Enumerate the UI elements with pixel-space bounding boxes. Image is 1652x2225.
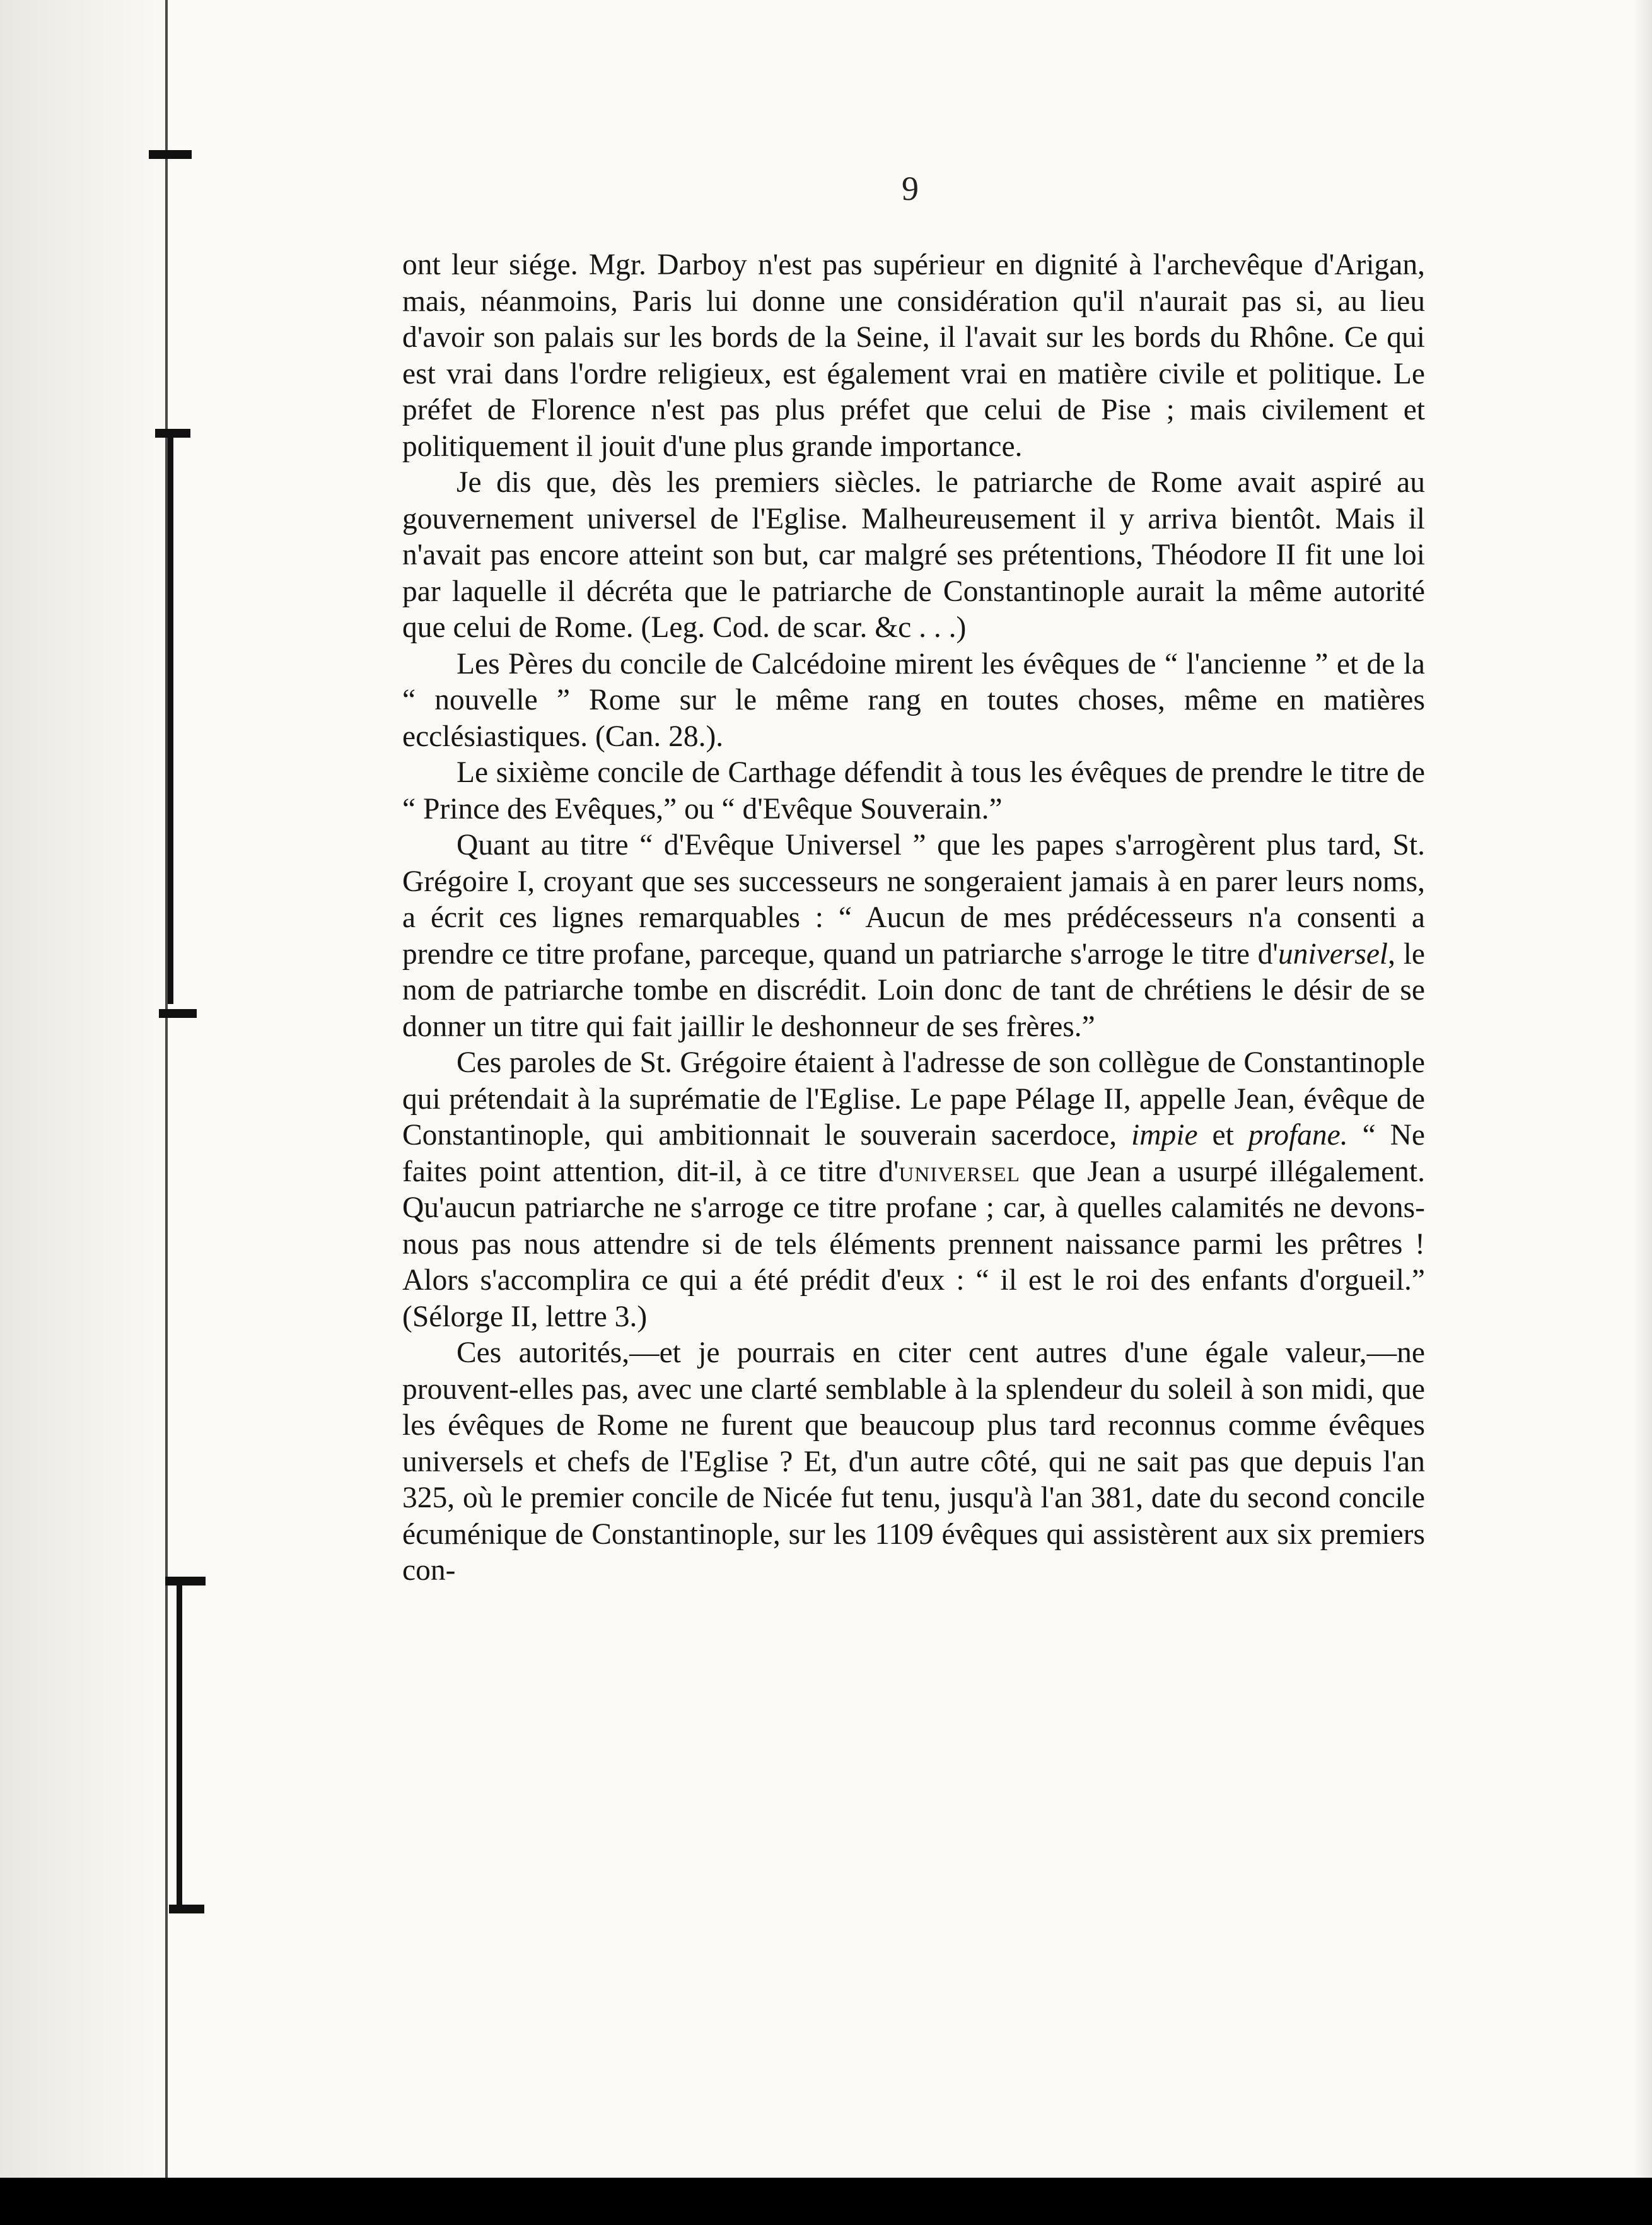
binding-thread	[168, 436, 173, 1004]
emphasis-text: profane.	[1248, 1119, 1348, 1152]
binding-stitch	[165, 1577, 206, 1586]
scan-bottom-border	[0, 2178, 1652, 2225]
paragraph-text: “ Ne faites point attention, dit-il, à ce titre d'	[402, 1119, 1426, 1188]
binding-stitch	[149, 150, 192, 159]
paragraph: Les Pères du concile de Calcédoine mirent les évêques de “ l'ancienne ” et de la “ nouvelle ” Rome sur le même rang en toutes choses, même en matières ecclésiastiques. (Can. 28.).	[402, 647, 1425, 753]
body-text	[402, 247, 1425, 1589]
paragraph-text: Quant au titre “ d'Evêque Universel ” que les papes s'arrogèrent plus tard, St. Grégoire I, croyant que ses successeurs ne songeraient jamais à en parer leurs noms, a écrit ces lignes remarquables : “ Aucun de mes prédécesseurs n'a consenti a prendre ce titre profane, parceque, quand un patriarche s'arroge le titre d'	[402, 829, 1425, 971]
binding-margin	[0, 0, 169, 2225]
page-number: 9	[902, 170, 919, 207]
paragraph	[402, 1045, 1425, 1335]
page-edge-shadow	[1633, 0, 1652, 2225]
paragraph-text: et	[1197, 1119, 1248, 1152]
paragraph: Le sixième concile de Carthage défendit à tous les évêques de prendre le titre de “ Prince des Evêques,” ou “ d'Evêque Souverain.”	[402, 756, 1425, 826]
paragraph-text: Ces paroles de St. Grégoire étaient à l'adresse de son collègue de Constantinople qui prétendait à la suprématie de l'Eglise. Le pape Pélage II, appelle Jean, évêque de Constantinople, qui ambitionnait le souverain sacerdoce,	[402, 1046, 1425, 1152]
binding-stitch	[159, 1009, 197, 1018]
paragraph	[402, 827, 1425, 1045]
emphasis-text: universel	[1277, 937, 1388, 971]
binding-line	[165, 0, 168, 2225]
paragraph: Je dis que, dès les premiers siècles. le patriarche de Rome avait aspiré au gouvernement universel de l'Eglise. Malheureusement il y arriva bientôt. Mais il n'avait pas encore atteint son but, car malgré ses prétentions, Théodore II fit une loi par laquelle il décréta que le patriarche de Constantinople aurait la même autorité que celui de Rome. (Leg. Cod. de scar. &c . . .)	[402, 466, 1425, 644]
emphasis-text: impie	[1131, 1119, 1198, 1152]
binding-stitch	[169, 1905, 204, 1913]
binding-thread	[177, 1583, 182, 1911]
paragraph: ont leur siége. Mgr. Darboy n'est pas supérieur en dignité à l'archevêque d'Arigan, mais, néanmoins, Paris lui donne une considération qu'il n'aurait pas si, au lieu d'avoir son palais sur les bords de la Seine, il l'avait sur les bords du Rhône. Ce qui est vrai dans l'ordre religieux, est également vrai en matière civile et politique. Le préfet de Florence n'est pas plus préfet que celui de Pise ; mais civilement et politiquement il jouit d'une plus grande importance.	[402, 248, 1425, 463]
paragraph-text: que Jean a usurpé illégalement. Qu'aucun patriarche ne s'arroge ce titre profane ; car, à quelles calamités ne devons-nous pas nous attendre si de tels éléments prennent naissance parmi les prêtres ! Alors s'accomplira ce qui a été prédit d'eux : “ il est le roi des enfants d'orgueil.” (Sélorge II, lettre 3.)	[402, 1155, 1425, 1333]
paragraph: Ces autorités,—et je pourrais en citer cent autres d'une égale valeur,—ne prouvent-elles pas, avec une clarté semblable à la splendeur du soleil à son midi, que les évêques de Rome ne furent que beaucoup plus tard reconnus comme évêques universels et chefs de l'Eglise ? Et, d'un autre côté, qui ne sait pas que depuis l'an 325, où le premier concile de Nicée fut tenu, jusqu'à l'an 381, date du second concile écuménique de Constantinople, sur les 1109 évêques qui assistèrent aux six premiers con-	[402, 1336, 1425, 1587]
paragraph-text: , le nom de patriarche tombe en discrédit. Loin donc de tant de chrétiens le désir de se donner un titre qui fait jaillir le deshonneur de ses frères.”	[402, 937, 1426, 1043]
smallcaps-text: universel	[899, 1155, 1020, 1188]
